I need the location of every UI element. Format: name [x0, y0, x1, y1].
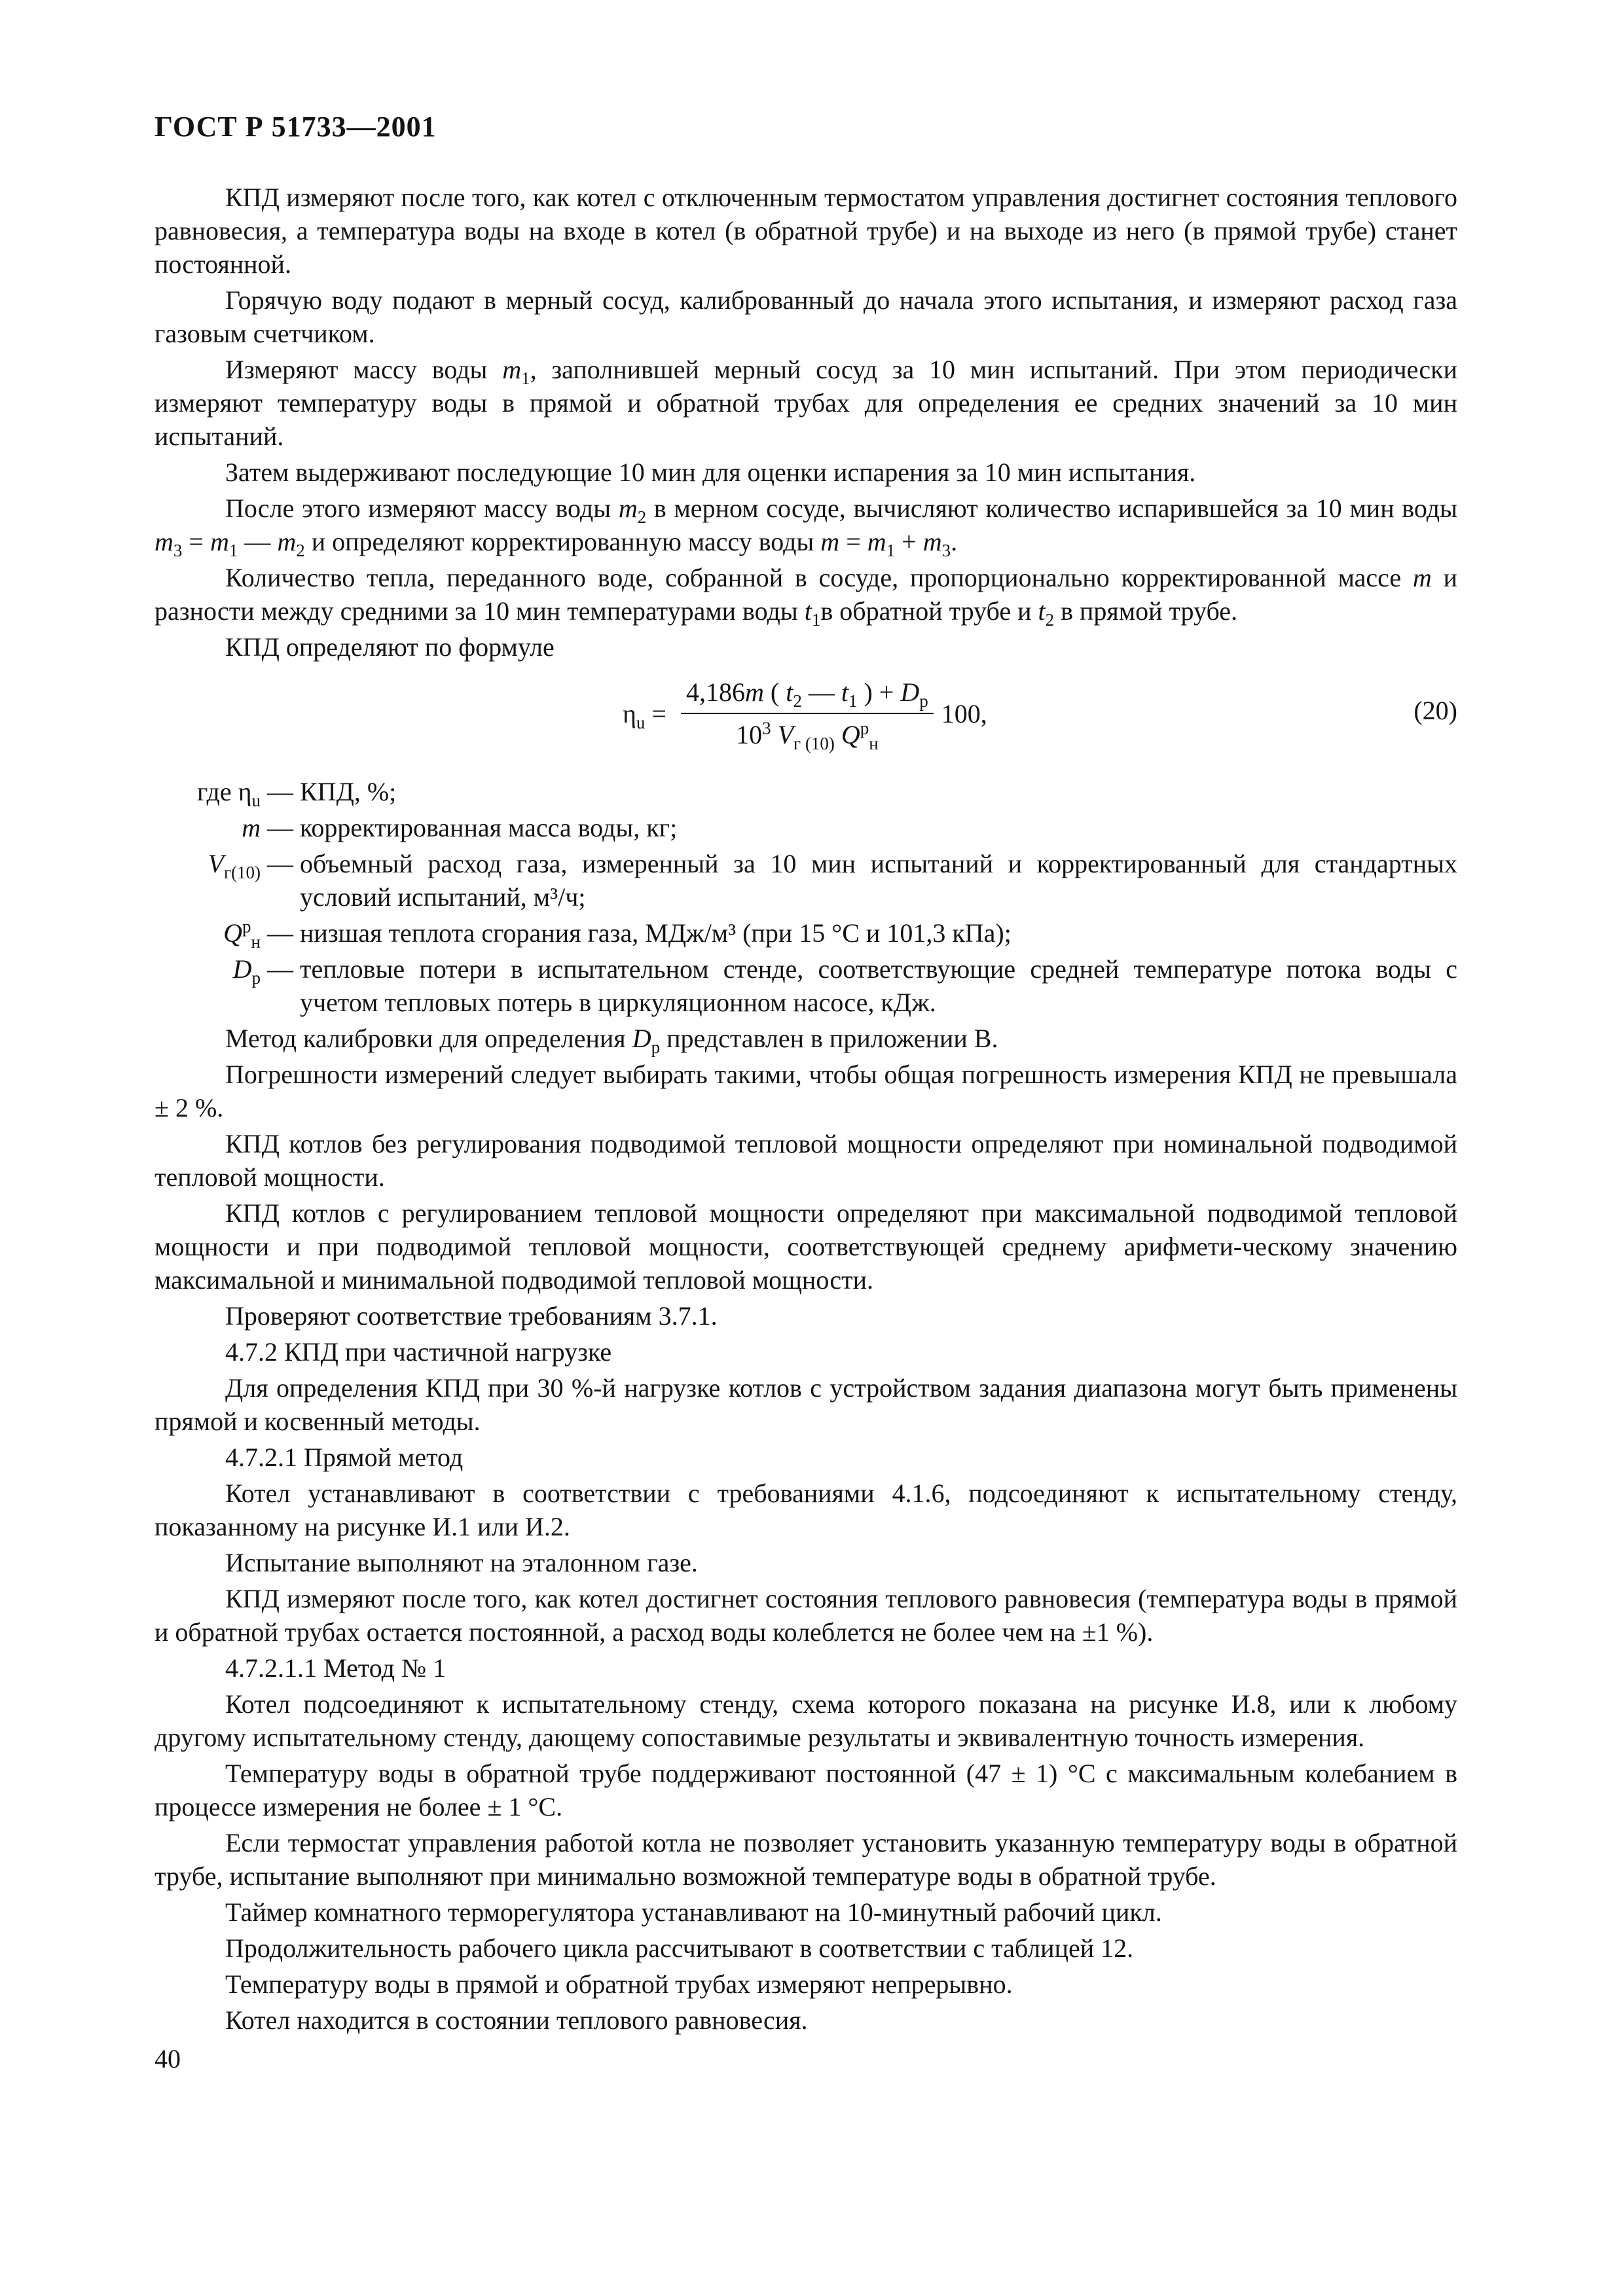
symbol: Q [223, 918, 243, 948]
symbol: t [804, 596, 812, 626]
symbol: V [777, 720, 793, 749]
symbol: m [820, 527, 840, 556]
symbol: η [238, 777, 252, 806]
symbol-definitions [155, 775, 1457, 1019]
subscript: г(10) [223, 863, 261, 882]
subscript: 2 [1045, 610, 1055, 630]
document-body [155, 181, 1457, 2039]
symbol: t [841, 677, 848, 707]
symbol-m: m [502, 355, 522, 384]
symbol: m [242, 813, 261, 842]
text: представлен в приложении В. [660, 1024, 998, 1053]
subscript: р [651, 1037, 661, 1057]
text: Метод калибровки для определения [225, 1024, 632, 1053]
superscript: р [860, 718, 869, 738]
symbol: m [867, 527, 886, 556]
text: в мерном сосуде, вычисляют количество испарившейся за 10 мин воды [646, 493, 1457, 523]
paragraph: КПД определяют по формуле [225, 632, 555, 662]
dash: — [261, 777, 293, 806]
definition-row [155, 847, 1457, 914]
subscript: н [251, 932, 261, 952]
paragraph: Проверяют соответствие требованиям 3.7.1. [225, 1301, 718, 1331]
text: ) + [857, 677, 901, 707]
dash: — [261, 813, 293, 842]
symbol: D [232, 954, 252, 984]
paragraph: Испытание выполняют на эталонном газе. [225, 1548, 698, 1577]
paragraph: Затем выдерживают последующие 10 мин для оценки испарения за 10 мин испытания. [225, 457, 1196, 487]
text: — [801, 677, 841, 707]
section-heading: 4.7.2 КПД при частичной нагрузке [225, 1337, 612, 1367]
subscript: р [251, 968, 261, 988]
definition-symbol [155, 847, 300, 914]
definition-symbol [155, 952, 300, 1019]
subscript: 2 [637, 507, 647, 527]
definition-text: КПД, %; [300, 777, 397, 806]
paragraph-evaporation [155, 492, 1457, 558]
symbol: t [1038, 596, 1046, 626]
text: в обратной трубе и [820, 596, 1038, 626]
text: Количество тепла, переданного воде, собранной в сосуде, пропорционально корректированной массе [225, 563, 1413, 592]
text: Измеряют массу воды [225, 355, 503, 384]
text: = [839, 527, 867, 556]
formula-20 [155, 670, 1457, 768]
text: ( [763, 677, 786, 707]
definition-text: тепловые потери в испытательном стенде, соответствующие средней температуре потока воды с учетом тепловых потерь в циркуляционном насосе, кДж. [300, 954, 1457, 1017]
symbol: m [277, 527, 297, 556]
symbol: m [744, 677, 764, 707]
subscript: 1 [521, 368, 530, 388]
symbol: t [786, 677, 793, 707]
subscript: u [636, 712, 646, 732]
paragraph-water-mass [155, 353, 1457, 453]
text: После этого измеряют массу воды [225, 493, 619, 523]
paragraph: Горячую воду подают в мерный сосуд, калиброванный до начала этого испытания, и измеряют расход газа газовым счетчиком. [155, 285, 1457, 348]
text: , заполнившей мерный сосуд за 10 мин испытаний. При этом периодически измеряют температуру воды в прямой и обратной трубах для определения ее средних значений за 10 мин испытаний. [155, 355, 1457, 451]
paragraph: Для определения КПД при 30 %-й нагрузке котлов с устройством задания диапазона могут быть применены прямой и косвенный методы. [155, 1373, 1457, 1436]
symbol: D [632, 1024, 651, 1053]
superscript: р [242, 916, 251, 937]
paragraph: Продолжительность рабочего цикла рассчитывают в соответствии с таблицей 12. [225, 1933, 1134, 1963]
definition-text: объемный расход газа, измеренный за 10 мин испытаний и корректированный для стандартных условий испытаний, м³/ч; [300, 849, 1457, 912]
fraction-numerator [681, 675, 934, 714]
dash: — [261, 954, 293, 984]
formula-expression [623, 675, 987, 751]
dash: — [261, 849, 293, 878]
document-code-header: ГОСТ Р 51733—2001 [155, 111, 437, 143]
equals-sign: = [651, 698, 666, 728]
symbol: m [155, 527, 173, 556]
paragraph: Таймер комнатного терморегулятора устанавливают на 10-минутный рабочий цикл. [225, 1897, 1162, 1927]
symbol-eta: η [623, 698, 636, 728]
formula-multiplier: 100, [941, 698, 987, 728]
paragraph: КПД измеряют после того, как котел с отключенным термостатом управления достигнет состояния теплового равновесия, а температура воды на входе в котел (в обратной трубе) и на выходе из него (в прямой трубе) станет постоянной. [155, 183, 1457, 279]
fraction-denominator [731, 714, 884, 751]
text: — [238, 527, 278, 556]
subscript: 1 [228, 541, 238, 560]
paragraph: Если термостат управления работой котла не позволяет установить указанную температуру воды в обратной трубе, испытание выполняют при минимально возможной температуре воды в обратной трубе. [155, 1828, 1457, 1891]
paragraph: КПД котлов без регулирования подводимой тепловой мощности определяют при номинальной подводимой тепловой мощности. [155, 1129, 1457, 1192]
symbol: D [900, 677, 920, 707]
formula-lhs [623, 697, 666, 730]
paragraph: КПД измеряют после того, как котел достигнет состояния теплового равновесия (температура воды в прямой и обратной трубах остается постоянной, а расход воды колеблется не более чем на ±1 %). [155, 1584, 1457, 1647]
subscript: н [869, 734, 879, 753]
text: 10 [736, 720, 763, 749]
paragraph-heat-quantity [155, 561, 1457, 628]
text: и определяют корректированную массу воды [304, 527, 821, 556]
page-number: 40 [155, 2044, 181, 2073]
text: и разности между средними за 10 мин температурами воды [155, 563, 1457, 626]
symbol: m [922, 527, 942, 556]
subscript: 3 [941, 541, 951, 560]
paragraph: Котел устанавливают в соответствии с требованиями 4.1.6, подсоединяют к испытательному стенду, показанному на рисунке И.1 или И.2. [155, 1479, 1457, 1541]
definition-row [155, 775, 1457, 808]
section-heading: 4.7.2.1.1 Метод № 1 [225, 1653, 447, 1683]
definition-text: корректированная масса воды, кг; [300, 813, 678, 842]
definition-row [155, 811, 1457, 844]
paragraph: КПД котлов с регулированием тепловой мощности определяют при максимальной подводимой тепловой мощности и при подводимой тепловой мощности, соответствующей среднему арифмети-ческому значению максимальной и минимальной подводимой тепловой мощности. [155, 1198, 1457, 1295]
subscript: 1 [811, 610, 821, 630]
definition-row [155, 916, 1457, 950]
definition-row [155, 952, 1457, 1019]
subscript: р [919, 691, 928, 711]
symbol: m [210, 527, 229, 556]
text: = [182, 527, 210, 556]
paragraph: Температуру воды в прямой и обратной трубах измеряют непрерывно. [225, 1969, 1013, 1999]
subscript: 1 [848, 691, 858, 711]
paragraph: Котел подсоединяют к испытательному стенду, схема которого показана на рисунке И.8, или к любому другому испытательному стенду, дающему сопоставимые результаты и эквивалентную точность измерения. [155, 1689, 1457, 1752]
section-heading: 4.7.2.1 Прямой метод [225, 1443, 464, 1472]
where-word: где [197, 777, 238, 806]
paragraph: Погрешности измерений следует выбирать такими, чтобы общая погрешность измерения КПД не превышала ± 2 %. [155, 1060, 1457, 1122]
symbol: m [618, 493, 638, 523]
subscript: 1 [886, 541, 896, 560]
equation-number: (20) [1413, 696, 1457, 725]
definition-symbol [155, 916, 300, 950]
symbol: m [1412, 563, 1432, 592]
superscript: 3 [762, 718, 771, 738]
paragraph: Котел находится в состоянии теплового равновесия. [225, 2005, 808, 2035]
subscript: 2 [296, 541, 305, 560]
text: + [895, 527, 923, 556]
symbol: Q [841, 720, 860, 749]
text: в прямой трубе. [1054, 596, 1238, 626]
subscript: 3 [173, 541, 183, 560]
subscript: u [251, 791, 261, 810]
definition-text: низшая теплота сгорания газа, МДж/м³ (при 15 °C и 101,3 кПа); [300, 918, 1012, 948]
formula-fraction [681, 675, 934, 751]
paragraph: Температуру воды в обратной трубе поддерживают постоянной (47 ± 1) °C с максимальным колебанием в процессе измерения не более ± 1 °C. [155, 1759, 1457, 1821]
definition-symbol [155, 775, 300, 808]
subscript: г (10) [793, 734, 835, 753]
dash: — [261, 918, 293, 948]
symbol: V [208, 849, 224, 878]
text: 4,186 [685, 677, 745, 707]
paragraph-calibration [155, 1022, 1457, 1055]
text: . [951, 527, 958, 556]
definition-symbol [155, 811, 300, 844]
subscript: 2 [793, 691, 802, 711]
